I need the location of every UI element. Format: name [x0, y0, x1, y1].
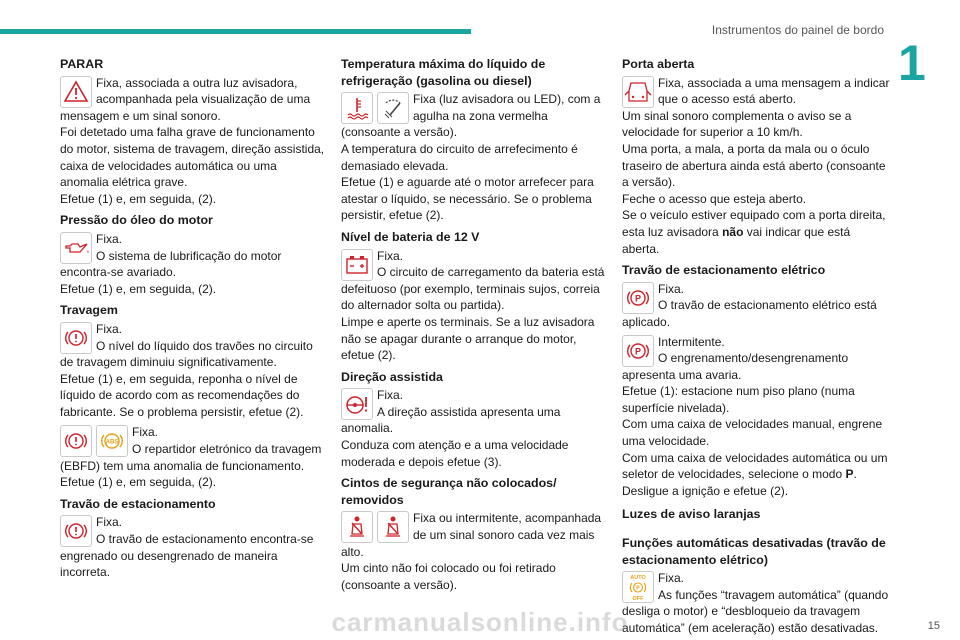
steering-text-2: A direção assistida apresenta uma anomalia.	[341, 404, 561, 436]
header-accent-bar	[0, 29, 471, 34]
coolant-temperature-icon	[341, 92, 373, 124]
oil-text-1: Fixa.	[96, 231, 123, 246]
door-open-icon	[622, 76, 654, 108]
column-1	[60, 56, 328, 581]
brake-text-1: Fixa.	[96, 321, 123, 336]
svg-text:P: P	[636, 585, 640, 592]
column-2	[341, 56, 609, 593]
door-open-text-5: Se o veículo estiver equipado com a porta direita, esta luz avisadora não vai indicar que está aberta.	[622, 208, 886, 256]
epb-block	[622, 281, 890, 331]
chapter-number: 1	[898, 35, 926, 91]
parking-brake-block	[60, 514, 328, 580]
battery-text-3: Limpe e aperte os terminais. Se a luz avisadora não se apagar durante o arranque do motor, efetue (2).	[341, 314, 595, 363]
warning-triangle-icon	[60, 76, 92, 108]
door-open-text-3: Uma porta, a mala, a porta da mala ou o óculo traseiro de abertura ainda está aberto (consoante a versão).	[622, 141, 886, 190]
page-number: 15	[927, 620, 940, 632]
battery-text-2: O circuito de carregamento da bateria está defeituoso (por exemplo, terminais sujos, correia do alternador solta ou partida).	[341, 265, 605, 313]
epb-text-2: O travão de estacionamento elétrico está aplicado.	[622, 298, 877, 329]
stop-text-3: Efetue (1) e, em seguida, (2).	[60, 191, 217, 206]
parking-brake-icon	[60, 515, 92, 547]
steering-text-1: Fixa.	[377, 388, 404, 403]
battery-block	[341, 248, 609, 314]
svg-text:P: P	[634, 346, 642, 356]
seatbelt-text-2: Um cinto não foi colocado ou foi retirado (consoante a versão).	[341, 561, 556, 592]
section-title-orange-lights: Luzes de aviso laranjas	[622, 507, 761, 522]
svg-text:P: P	[634, 293, 642, 304]
seatbelt-icon	[377, 511, 409, 543]
coolant-block	[341, 91, 609, 141]
page-header-title: Instrumentos do painel de bordo	[711, 23, 884, 37]
door-open-block	[622, 75, 890, 108]
epb2-block	[622, 334, 890, 384]
svg-text:ABS: ABS	[105, 439, 119, 446]
seatbelt-icon	[341, 511, 373, 543]
column-3	[622, 56, 890, 637]
oil-text-2: O sistema de lubrificação do motor encontra-se avariado.	[60, 248, 282, 280]
epb2-text-2: O engrenamento/desengrenamento apresenta uma avaria.	[622, 351, 849, 382]
section-title-oil: Pressão do óleo do motor	[60, 213, 213, 228]
seatbelt-block	[341, 510, 609, 560]
brake-icon	[60, 425, 92, 457]
power-steering-icon	[341, 388, 373, 420]
auto-off-text-2: As funções “travagem automática” (quando desliga o motor) e “desbloqueio da travagem automática” (em aceleração) estão desativadas.	[622, 587, 889, 635]
coolant-text-2: A temperatura do circuito de arrefecimento é demasiado elevada.	[341, 141, 578, 173]
epb-text-1: Fixa.	[658, 281, 685, 296]
door-open-text-2: Um sinal sonoro complementa o aviso se a velocidade for superior a 10 km/h.	[622, 108, 852, 140]
stop-text: Fixa, associada a outra luz avisadora, acompanhada pela visualização de uma mensagem e um sinal sonoro.	[60, 75, 311, 123]
section-title-steering: Direção assistida	[341, 369, 443, 384]
parking-brake-text-1: Fixa.	[96, 515, 123, 530]
auto-off-icon	[622, 571, 654, 603]
ebfd-text-1: Fixa.	[132, 425, 159, 440]
seatbelt-text-1: Fixa ou intermitente, acompanhada de um sinal sonoro cada vez mais alto.	[341, 511, 602, 559]
section-title-auto-functions: Funções automáticas desativadas (travão de estacionamento elétrico)	[622, 536, 886, 567]
ebfd-text-2: O repartidor eletrónico da travagem (EBFD) tem uma anomalia de funcionamento.	[60, 442, 322, 473]
brake-block	[60, 321, 328, 371]
watermark: carmanualsonline.info	[331, 607, 629, 637]
ebfd-block	[60, 424, 328, 474]
steering-text-3: Conduza com atenção e a uma velocidade moderada e depois efetue (3).	[341, 438, 569, 469]
oil-block	[60, 231, 328, 281]
door-open-text-1: Fixa, associada a uma mensagem a indicar que o acesso está aberto.	[658, 75, 890, 107]
section-title-brake: Travagem	[60, 303, 118, 318]
section-title-coolant: Temperatura máxima do líquido de refrigeração (gasolina ou diesel)	[341, 57, 546, 88]
parking-brake-text-2: O travão de estacionamento encontra-se engrenado ou desengrenado de maneira incorreta.	[60, 532, 314, 580]
stop-block	[60, 75, 328, 125]
oil-pressure-icon	[60, 232, 92, 264]
epb2-text-4: Com uma caixa de velocidades manual, engrene uma velocidade.	[622, 417, 883, 449]
battery-icon	[341, 249, 373, 281]
brake-icon	[60, 322, 92, 354]
epb2-text-5: Com uma caixa de velocidades automática ou um seletor de velocidades, selecione o modo P.	[622, 450, 888, 482]
section-title-electric-parking-brake: Travão de estacionamento elétrico	[622, 263, 826, 278]
section-title-door-open: Porta aberta	[622, 57, 695, 71]
coolant-text-1: Fixa (luz avisadora ou LED), com a agulha na zona vermelha (consoante a versão).	[341, 92, 601, 140]
parking-brake-icon	[622, 335, 654, 367]
ebfd-text-3: Efetue (1) e, em seguida, (2).	[60, 475, 217, 490]
auto-off-text-1: Fixa.	[658, 571, 685, 586]
abs-icon	[96, 425, 128, 457]
epb2-text-1: Intermitente.	[658, 334, 725, 349]
door-open-text-4: Feche o acesso que esteja aberto.	[622, 191, 807, 206]
temperature-gauge-icon	[377, 92, 409, 124]
svg-text:OFF: OFF	[632, 596, 644, 603]
brake-text-3: Efetue (1) e, em seguida, reponha o nível de líquido de acordo com as recomendações do fabricante. Se o problema persistir, efetue (2).	[60, 371, 304, 419]
section-title-seatbelt: Cintos de segurança não colocados/ removidos	[341, 476, 557, 507]
epb2-text-6: Desligue a ignição e efetue (2).	[622, 483, 789, 498]
coolant-text-3: Efetue (1) e aguarde até o motor arrefecer para atestar o líquido, se necessário. Se o problema persistir, efetue (2).	[341, 175, 594, 223]
stop-text-2: Foi detetado uma falha grave de funcionamento do motor, sistema de travagem, direção assistida, caixa de velocidades automática ou uma anomalia elétrica grave.	[60, 125, 325, 190]
parking-brake-icon	[622, 282, 654, 314]
brake-text-2: O nível do líquido dos travões no circuito de travagem diminuiu significativamente.	[60, 338, 313, 370]
section-title-parking-brake: Travão de estacionamento	[60, 496, 216, 511]
section-title-stop: PARAR	[60, 57, 104, 71]
epb2-text-3: Efetue (1): estacione num piso plano (numa superfície nivelada).	[622, 384, 855, 415]
section-title-battery: Nível de bateria de 12 V	[341, 229, 480, 244]
svg-text:AUTO: AUTO	[630, 575, 646, 582]
steering-block	[341, 387, 609, 437]
oil-text-3: Efetue (1) e, em seguida, (2).	[60, 281, 217, 296]
battery-text-1: Fixa.	[377, 248, 404, 263]
